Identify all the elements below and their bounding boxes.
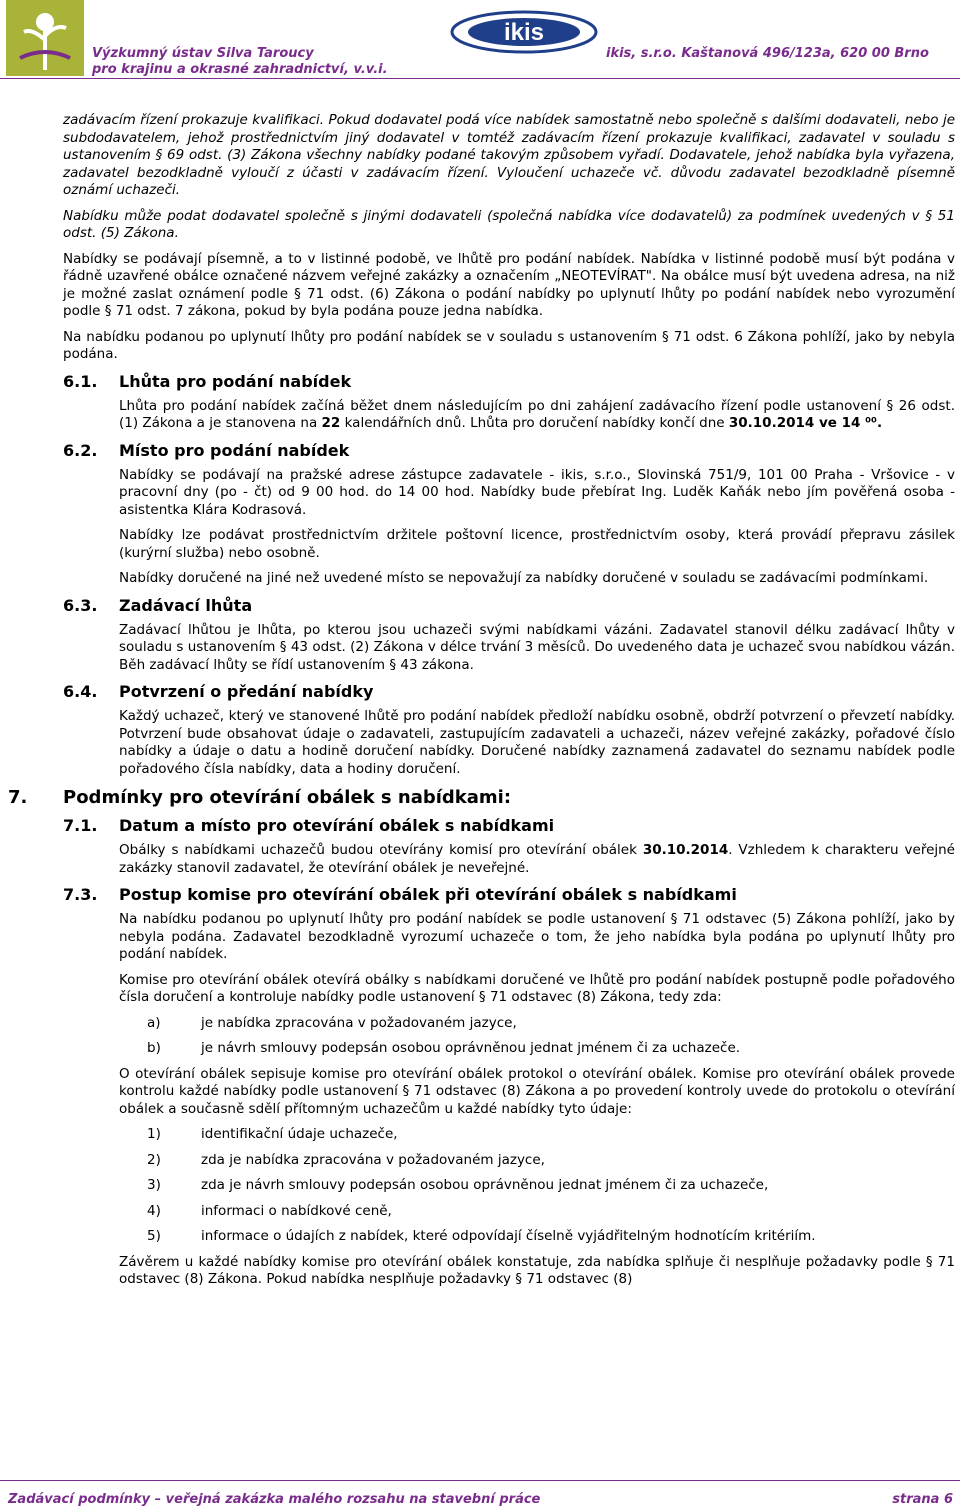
paragraph: Závěrem u každé nabídky komise pro otevírání obálek konstatuje, zda nabídka splňuje či nesplňuje požadavky podle § 71 odstavec (8) Zákona. Pokud nabídka nesplňuje požadavky § 71 odstavec (8) [119,1253,955,1287]
paragraph: Nabídku může podat dodavatel společně s jinými dodavateli (společná nabídka více dodavatelů) za podmínek uvedených v § 51 odst. (5) Zákona. [63,207,955,241]
section-heading: 6.1. Lhůta pro podání nabídek [63,371,352,391]
page-footer [8,1492,953,1507]
footer-divider [0,1480,960,1481]
footer-title: Zadávací podmínky – veřejná zakázka malého rozsahu na stavební práce [8,1492,541,1507]
list-item: a) je nabídka zpracována v požadovaném jazyce, [147,1014,517,1031]
section-heading: 7.1. Datum a místo pro otevírání obálek s nabídkami [63,816,555,835]
page-number: strana 6 [892,1492,953,1507]
document-body [8,112,955,1297]
company-contact: ikis, s.r.o. Kaštanová 496/123a, 620 00 Brno [606,46,929,61]
paragraph: Zadávací lhůtou je lhůta, po kterou jsou uchazeči svými nabídkami vázáni. Zadavatel stanovil délku zadávací lhůty v souladu s ustanovením § 43 odst. (2) Zákona v délce trvání 3 měsíců. Do uvedeného data je uchazeč svou nabídkou vázán. Běh zadávací lhůty se řídí ustanovením § 43 zákona. [119,621,955,673]
institute-name: Výzkumný ústav Silva Taroucy pro krajinu a okrasné zahradnictví, v.v.i. [92,46,388,77]
ikis-logo [448,6,600,64]
svg-text:ikis: ikis [503,19,545,46]
list-item: 1) identifikační údaje uchazeče, [147,1126,398,1142]
list-item: b) je návrh smlouvy podepsán osobou oprávněnou jednat jménem či za uchazeče. [147,1040,741,1056]
section-heading: 7.3. Postup komise pro otevírání obálek při otevírání obálek s nabídkami [63,885,737,904]
paragraph: O otevírání obálek sepisuje komise pro otevírání obálek protokol o otevírání obálek. Komise pro otevírání obálek provede kontrolu každé nabídky podle ustanovení § 71 odstavec (8) Zákona a po provedení kontroly uvede do protokolu o otevírání obálek a současně sdělí přítomným uchazečům u každé nabídky tyto údaje: [119,1065,955,1117]
paragraph: Nabídky doručené na jiné než uvedené místo se nepovažují za nabídky doručené v souladu se zadávacími podmínkami. [119,570,929,586]
chapter-heading: 7. Podmínky pro otevírání obálek s nabídkami: [8,787,512,808]
header-divider [0,78,960,79]
list-item: 2) zda je nabídka zpracována v požadovaném jazyce, [147,1151,545,1168]
paragraph: zadávacím řízení prokazuje kvalifikaci. Pokud dodavatel podá více nabídek samostatně nebo společně s dalšími dodavateli, nebo je subdodavatelem, jehož prostřednictvím jiný dodavatel v tomtéž zadávacím řízení prokazuje kvalifikaci, zadavatel v souladu s ustanovením § 69 odst. (3) Zákona všechny nabídky podané takovým způsobem vyřadí. Dodavatele, jehož nabídka byla vyřazena, zadavatel bezodkladně vyloučí z účasti v zadávacím řízení. Vyloučení uchazeče vč. důvodu zadavatel bezodkladně písemně oznámí uchazeči. [63,112,955,198]
list-item: 5) informace o údajích z nabídek, které odpovídají číselně vyjádřitelným hodnotícím kritériím. [147,1228,816,1244]
paragraph: Nabídky se podávají na pražské adrese zástupce zadavatele - ikis, s.r.o., Slovinská 751/9, 101 00 Praha - Vršovice - v pracovní dny (po - čt) od 9 00 hod. do 14 00 hod. Nabídky bude přebírat Ing. Luděk Kaňák nebo jím pověřená osoba - asistentka Klára Kodrasová. [119,466,955,518]
list-item: 3) zda je návrh smlouvy podepsán osobou oprávněnou jednat jménem či za uchazeče, [147,1177,769,1193]
institute-logo [6,0,84,76]
paragraph: Obálky s nabídkami uchazečů budou otevírány komisí pro otevírání obálek 30.10.2014. Vzhledem k charakteru veřejné zakázky stanovil zadavatel, že otevírání obálek je neveřejné. [119,842,955,876]
paragraph: Lhůta pro podání nabídek začíná běžet dnem následujícím po dni zahájení zadávacího řízení podle ustanovení § 26 odst. (1) Zákona a je stanovena na 22 kalendářních dnů. Lhůta pro doručení nabídky končí dne 30.10.2014 ve 14 ⁰⁰. [119,397,955,431]
data-list [119,1126,955,1246]
paragraph: Nabídky se podávají písemně, a to v listinné podobě, ve lhůtě pro podání nabídek. Nabídka v listinné podobě musí být podána v řádně uzavřené obálce označené názvem veřejné zakázky a označením „NEOTEVÍRAT". Na obálce musí být uvedena adresa, na niž je možné zaslat oznámení podle § 71 odst. (6) Zákona o podání nabídky po uplynutí lhůty po podání nabídek nebo vyrozumění podle § 71 odst. 7 zákona, pokud by byla podána pouze jedna nabídka. [63,250,955,319]
page-header [0,0,960,80]
section-heading: 6.3. Zadávací lhůta [63,595,253,615]
section-heading: 6.2. Místo pro podání nabídek [63,440,350,460]
paragraph: Na nabídku podanou po uplynutí lhůty pro podání nabídek se podle ustanovení § 71 odstavec (5) Zákona pohlíží, jako by nebyla podána. Zadavatel bezodkladně vyrozumí uchazeče o tom, že jeho nabídka byla podána po uplynutí lhůty pro podání nabídek. [119,911,955,962]
paragraph: Nabídky lze podávat prostřednictvím držitele poštovní licence, prostřednictvím osoby, která provádí přepravu zásilek (kurýrní služba) nebo osobně. [119,527,955,561]
list-item: 4) informaci o nabídkové ceně, [147,1202,392,1219]
paragraph: Komise pro otevírání obálek otevírá obálky s nabídkami doručené ve lhůtě pro podání nabídek postupně podle pořadového čísla doručení a kontroluje nabídky podle ustanovení § 71 odstavec (8) Zákona, tedy zda: [119,971,955,1005]
criteria-list [119,1015,955,1058]
paragraph: Každý uchazeč, který ve stanovené lhůtě pro podání nabídek předloží nabídku osobně, obdrží potvrzení o převzetí nabídky. Potvrzení bude obsahovat údaje o zadavateli, zastupujícím zadavateli a uchazeči, název veřejné zakázky, pořadové číslo nabídky a údaje o datu a hodině doručení nabídky. Doručené nabídky zaznamená zadavatel do seznamu nabídek podle pořadového čísla nabídky, data a hodiny doručení. [119,708,955,777]
section-heading: 6.4. Potvrzení o předání nabídky [63,682,374,701]
paragraph: Na nabídku podanou po uplynutí lhůty pro podání nabídek se v souladu s ustanovením § 71 odst. 6 Zákona pohlíží, jako by nebyla podána. [63,328,955,362]
